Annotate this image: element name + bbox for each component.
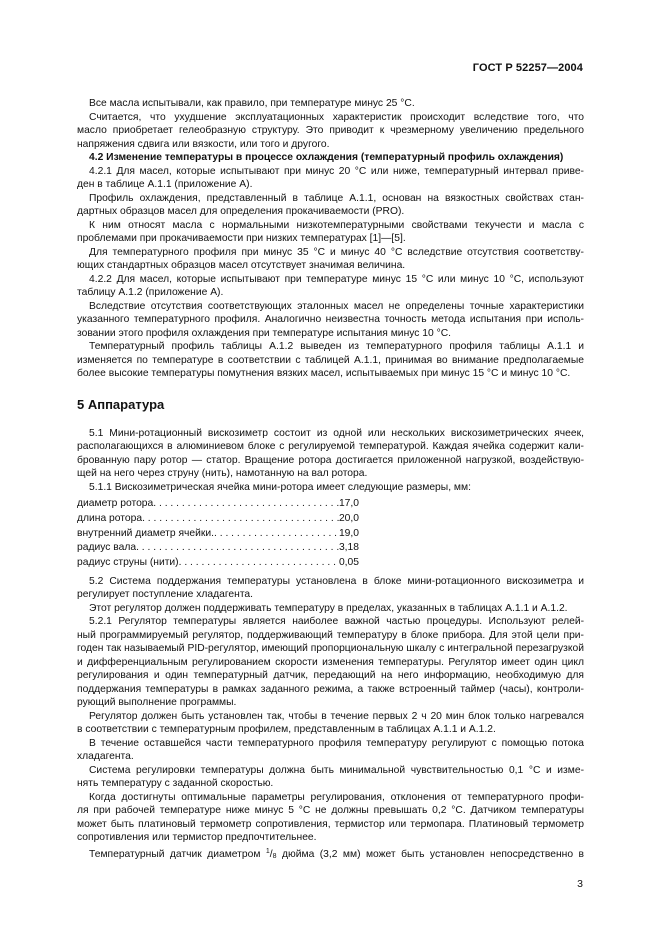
paragraph: [77, 340, 584, 381]
text-line: сопротивления или термистор предпочтительнее.: [77, 832, 317, 844]
page-number: 3: [577, 878, 583, 890]
subsection-heading: [77, 151, 584, 165]
text-line: брованную пару ротор — статор. Вращение ротора достигается приложенной нагрузкой, воздействую-: [77, 454, 584, 466]
text-line: ный программируемый регулятор, поддерживающий температуру в блоке прибора. Для этой цели при-: [77, 629, 584, 641]
fraction-slash: /: [269, 848, 273, 860]
text-line: щей на него через струну (нить), намотанную на вал ротора.: [77, 468, 368, 479]
text-line: 4.2 Изменение температуры в процессе охлаждения (температурный профиль охлаждения): [89, 152, 564, 163]
text-line: располагающихся в алюминиевом блоке с регулируемой температурой. Каждая ячейка содержит кали-: [77, 441, 584, 452]
text-line: зовании этого профиля охлаждения при температуре испытания минус 10 °С.: [77, 327, 452, 339]
dimension-value: 0,05: [338, 557, 359, 569]
dimension-value: 3,18: [338, 542, 359, 554]
sensor-text-before: Температурный датчик диаметром: [89, 848, 266, 860]
text-line: в соответствии с температурным профилем, представленным в таблицах А.1.1 и А.1.2.: [77, 724, 496, 736]
dimension-value: 20,0: [338, 512, 359, 524]
paragraph-regulator-setup: [77, 710, 584, 737]
text-line: хладагента.: [77, 751, 134, 763]
text-line: 4.2.1 Для масел, которые испытывают при минус 20 °С или ниже, температурный интервал приве-: [89, 165, 584, 177]
text-line: ля при рабочей температуре ниже минус 5 °С не должны превышать 0,2 °С. Датчиком температуры: [77, 805, 584, 817]
document-code: ГОСТ Р 52257—2004: [472, 62, 583, 74]
dimension-value: 17,0: [338, 498, 359, 509]
text-line: Считается, что ухудшение эксплуатационных характеристик происходит вследствие того, что: [89, 111, 584, 123]
dot-leader: [179, 556, 339, 571]
text-line: регулирует поступление хладагента.: [77, 589, 254, 601]
dimension-row: [77, 497, 359, 512]
dot-leader: [153, 497, 339, 512]
text-line: Температурный профиль таблицы А.1.2 выведен из температурного профиля таблицы А.1.1 и: [89, 341, 584, 352]
paragraph-5-1: [77, 427, 584, 481]
text-line: напряжения сдвига или вязкости, или того и другого.: [77, 138, 330, 150]
text-line: ден в таблице А.1.1 (приложение А).: [77, 179, 253, 190]
text-line: 5.2.1 Регулятор температуры является наиболее важной частью процедуры. Используют релей-: [89, 616, 584, 628]
text-line: поддержания температуры в рамках заданного режима, а также встроенный таймер (часы), контроли-: [77, 683, 584, 695]
text-line: годен так называемый PID-регулятор, имеющий пропорциональную шкалу с интегральной перезагрузкой: [77, 643, 584, 655]
paragraph-5-2: [77, 575, 584, 602]
fraction-numerator: 1: [265, 847, 270, 855]
dimension-label: радиус вала: [77, 542, 137, 554]
text-line: Система регулировки температуры должна быть минимальной чувствительностью 0,1 °С и изме-: [89, 764, 584, 776]
paragraph: [77, 192, 584, 219]
paragraph: [77, 246, 584, 273]
text-line: рующий выполнение программы.: [77, 697, 237, 709]
text-line: Вследствие отсутствия соответствующих эталонных масел не определены точные характеристики: [89, 300, 584, 312]
text-line: Регулятор должен быть установлен так, чтобы в течение первых 2 ч 20 мин блок только нагревался: [89, 710, 584, 722]
fraction-denominator: 8: [272, 852, 277, 860]
paragraph: [77, 300, 584, 341]
dimension-label: диаметр ротора: [77, 498, 154, 509]
paragraph: [77, 165, 584, 192]
text-line: 5.2 Система поддержания температуры установлена в блоке мини-ротационного вискозиметра и: [89, 575, 584, 587]
text-line: Все масла испытывали, как правило, при температуре минус 25 °С.: [89, 98, 415, 109]
paragraph-sensor-diameter: [77, 845, 584, 864]
text-line: регулирования и один температурный датчик, передающий на него информацию, необходимую для: [77, 670, 584, 682]
text-line: масло приобретает гелеобразную структуру. Это приводит к чрезмерному увеличению предельного: [77, 125, 584, 136]
paragraph-regulator-limits: Этот регулятор должен поддерживать температуру в пределах, указанных в таблицах А.1.1 и А.1.2.: [89, 602, 568, 614]
text-line: проблемами при прокачиваемости при низких температурах [1]—[5].: [77, 233, 406, 244]
text-line: 5.1 Мини-ротационный вискозиметр состоит из одной или нескольких вискозиметрических ячеек,: [89, 427, 584, 439]
text-line: ющих стандартных образцов масел отсутствует значимая величина.: [77, 260, 406, 271]
dimension-row: [77, 556, 359, 571]
text-line: Когда достигнуты оптимальные параметры регулирования, отклонения от температурного профи-: [89, 791, 584, 803]
section-title: 5 Аппаратура: [77, 396, 165, 412]
text-line: таблицу А.1.2 (приложение А).: [77, 287, 224, 298]
paragraph: [77, 273, 584, 300]
paragraph-5-1-1: 5.1.1 Вискозиметрическая ячейка мини-ротора имеет следующие размеры, мм:: [89, 481, 471, 493]
text-line: дартных образцов масел для определения прокачиваемости (PRO).: [77, 206, 405, 217]
text-line: нять температуру с заданной скоростью.: [77, 778, 274, 790]
text-line: К ним относят масла с нормальными низкотемпературными свойствами текучести и масла с: [89, 219, 584, 231]
paragraph: [77, 97, 584, 111]
text-line: изменяется по температуре в соответствии с таблицей А.1.1, принимая во внимание предполагаемые: [77, 354, 584, 366]
dimension-row: [77, 527, 359, 542]
dimension-value: 19,0: [338, 527, 359, 539]
dot-leader: [214, 527, 339, 542]
dimension-row: [77, 512, 359, 527]
paragraph-optimal-params: [77, 791, 584, 845]
dimension-label: внутренний диаметр ячейки.: [77, 527, 215, 539]
paragraph-5-2-1: [77, 615, 584, 710]
document-body: [77, 97, 584, 863]
text-line: указанного температурного профиля. Аналогично неизвестна точность метода испытания при исполь-: [77, 314, 584, 325]
text-line: Профиль охлаждения, представленный в таблице А.1.1, основан на вязкостных свойствах стан-: [89, 192, 584, 204]
paragraph-sensitivity: [77, 764, 584, 791]
dimensions-list: [77, 497, 584, 571]
text-line: и дифференциальным регулированием скорости изменения температуры. Регулятор имеет один цикл: [77, 656, 584, 668]
paragraph: [77, 111, 584, 152]
text-line: может быть платиновый термометр сопротивления, термистор или термопара. Платиновый термометр: [77, 818, 584, 830]
paragraph-coolant-flow: [77, 737, 584, 764]
dimension-row: [77, 541, 359, 556]
paragraph: [77, 219, 584, 246]
text-line: более высокие температуры помутнения вязких масел, испытываемых при минус 15 °С и минус 10 °С.: [77, 368, 571, 379]
text-line: Для температурного профиля при минус 35 °С и минус 40 °С вследствие отсутствия соответству-: [89, 246, 584, 258]
dimension-label: длина ротора: [77, 512, 143, 524]
section-4-tail: [77, 97, 584, 381]
text-line: В течение оставшейся части температурного профиля температуру регулируют с помощью потока: [89, 737, 584, 749]
text-line: 4.2.2 Для масел, которые испытывают при температуре минус 15 °С или минус 10 °С, используют: [89, 273, 584, 285]
sensor-text-after: дюйма (3,2 мм) может быть установлен непосредственно в: [276, 848, 584, 860]
dot-leader: [142, 512, 339, 527]
dimension-label: радиус струны (нити): [77, 557, 179, 569]
dot-leader: [136, 541, 339, 556]
